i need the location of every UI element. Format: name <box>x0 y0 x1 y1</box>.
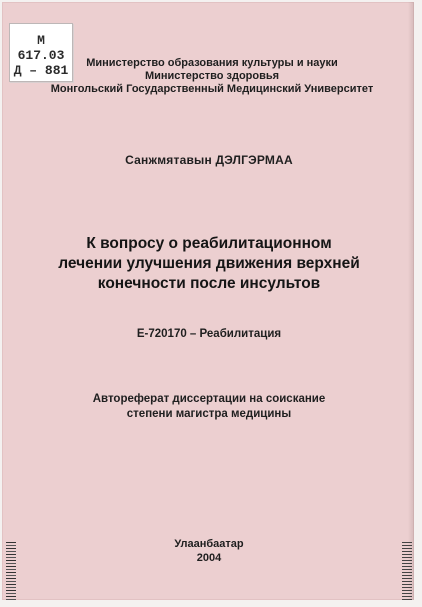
title-line: лечении улучшения движения верхней <box>58 255 360 272</box>
specialty-code: Е-720170 – Реабилитация <box>136 328 282 340</box>
university-line: Монгольский Государственный Медицинский Университет <box>50 83 374 95</box>
binding-marks-left <box>6 542 16 602</box>
year: 2004 <box>196 552 222 564</box>
title-line: К вопросу о реабилитационном <box>86 235 332 252</box>
degree-statement <box>2 392 416 422</box>
imprint <box>2 537 416 565</box>
institution-header <box>42 57 382 96</box>
ministry-line: Министерство здоровья <box>144 70 280 82</box>
degree-line: Автореферат диссертации на соискание <box>92 393 326 405</box>
author-name: Санжмятавын ДЭЛГЭРМАА <box>125 153 293 167</box>
cover-edge-shadow <box>408 2 414 600</box>
book-cover <box>2 2 414 600</box>
call-number-line: М 617.03 <box>17 33 65 63</box>
binding-marks-right <box>402 542 412 602</box>
document-title <box>32 234 386 294</box>
title-line: конечности после инсультов <box>97 275 321 292</box>
city: Улаанбаатар <box>174 538 244 550</box>
call-number-line: Д – 881 <box>13 63 69 78</box>
degree-line: степени магистра медицины <box>126 408 292 420</box>
ministry-line: Министерство образования культуры и науки <box>86 57 338 69</box>
